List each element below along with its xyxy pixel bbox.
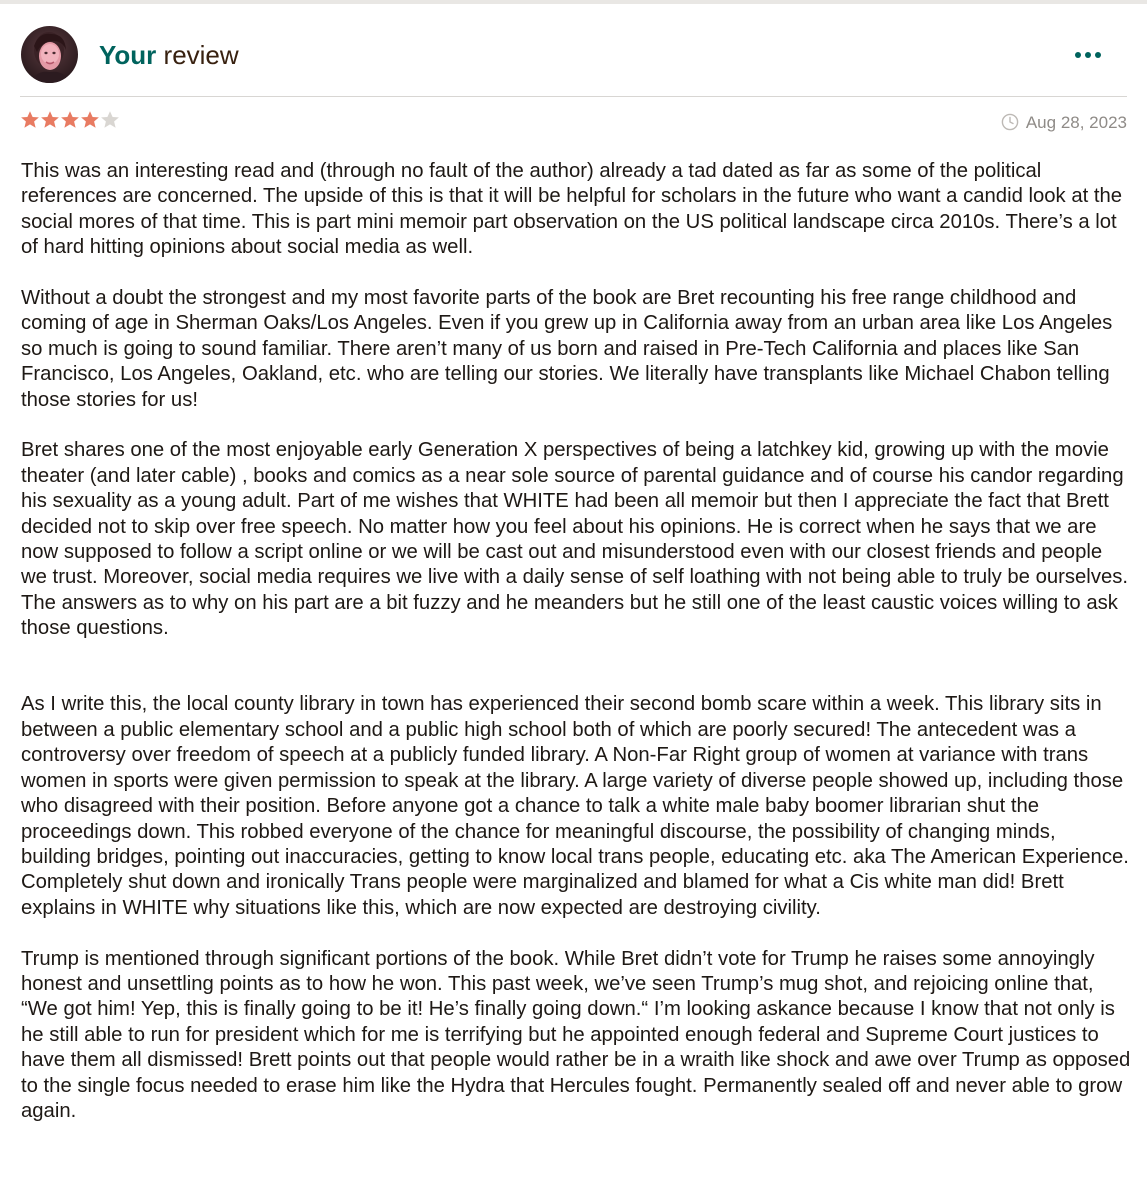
review-paragraph: This was an interesting read and (through no fault of the author) already a tad dated as far as some of the political references are concerned. The upside of this is that it will be helpful for scholars in the future who want a candid look at the social mores of that time. This is part mini memoir part observation on the US political landscape circa 2010s. There’s a lot of hard hitting opinions about social media as well. (21, 160, 1123, 259)
title-your: Your (99, 40, 157, 70)
clock-icon (1001, 113, 1019, 131)
review-paragraph: Trump is mentioned through significant portions of the book. While Bret didn’t vote for Trump he raises some annoyingly honest and unsettling points as to how he won. This past week, we’ve seen Trump’s mug shot, and rejoicing online that, “We got him! Yep, this is finally going to be it! He’s finally going down.“ I’m looking askance because I know that not only is he still able to run for president which for me is terrifying but he appointed enough federal and Supreme Court justices to have them all dismissed! Brett points out that people would rather be in a wraith like shock and awe over Trump as opposed to the single focus needed to erase him like the Hydra that Hercules fought. Permanently sealed off and never able to grow again. (21, 947, 1131, 1122)
date-text: Aug 28, 2023 (1025, 113, 1127, 132)
review-text (21, 159, 1131, 1124)
review-paragraph: Bret shares one of the most enjoyable early Generation X perspectives of being a latchkey kid, growing up with the movie theater (and later cable) , books and comics as a near sole source of parental guidance and of course his candor regarding his sexuality as a young adult. Part of me wishes that WHITE had been all memoir but then I appreciate the fact that Brett decided not to skip over free speech. No matter how you feel about his opinions. He is correct when he says that we are now supposed to follow a script online or we will be cast out and misunderstood even with our closest friends and people we trust. Moreover, social media requires we live with a daily sense of self loathing with not being able to truly be ourselves. The answers as to why on his part are a bit fuzzy and he meanders but he still one of the least caustic voices willing to ask those questions. (21, 439, 1129, 640)
page-title (99, 38, 239, 72)
review-header (0, 0, 1147, 96)
avatar[interactable] (21, 26, 78, 83)
star-empty-icon (100, 110, 120, 130)
more-options-button[interactable] (1068, 38, 1108, 72)
review-paragraph: As I write this, the local county library in town has experienced their second bomb scare within a week. This library sits in between a public elementary school and a public high school both of which are poorly secured! The antecedent was a controversy over freedom of speech at a publicly funded library. A Non-Far Right group of women at variance with trans women in sports were given permission to speak at the library. A large variety of diverse people showed up, including those who disagreed with their position. Before anyone got a chance to talk a white male baby boomer librarian shut the proceedings down. This robbed everyone of the chance for meaningful discourse, the possibility of changing minds, building bridges, pointing out inaccuracies, getting to know local trans people, educating etc. aka The American Experience. Completely shut down and ironically Trans people were marginalized and blamed for what a Cis white man did! Brett explains in WHITE why situations like this, which are now expected are destroying civility. (21, 693, 1129, 919)
more-dot-icon (1085, 52, 1091, 58)
star-filled-icon (40, 110, 60, 130)
star-filled-icon (60, 110, 80, 130)
review-paragraph: Without a doubt the strongest and my most favorite parts of the book are Bret recounting his free range childhood and coming of age in Sherman Oaks/Los Angeles. Even if you grew up in California away from an urban area like Los Angeles so much is going to sound familiar. There aren’t many of us born and raised in Pre-Tech California and places like San Francisco, Los Angeles, Oakland, etc. who are telling our stories. We literally have transplants like Michael Chabon telling those stories for us! (21, 287, 1113, 411)
title-review: review (163, 40, 239, 70)
star-filled-icon (20, 110, 40, 130)
header-divider (20, 96, 1127, 97)
star-filled-icon (80, 110, 100, 130)
more-dot-icon (1075, 52, 1081, 58)
more-dot-icon (1095, 52, 1101, 58)
avatar-image (21, 26, 78, 83)
star-rating (20, 110, 120, 136)
review-date (1001, 110, 1127, 136)
